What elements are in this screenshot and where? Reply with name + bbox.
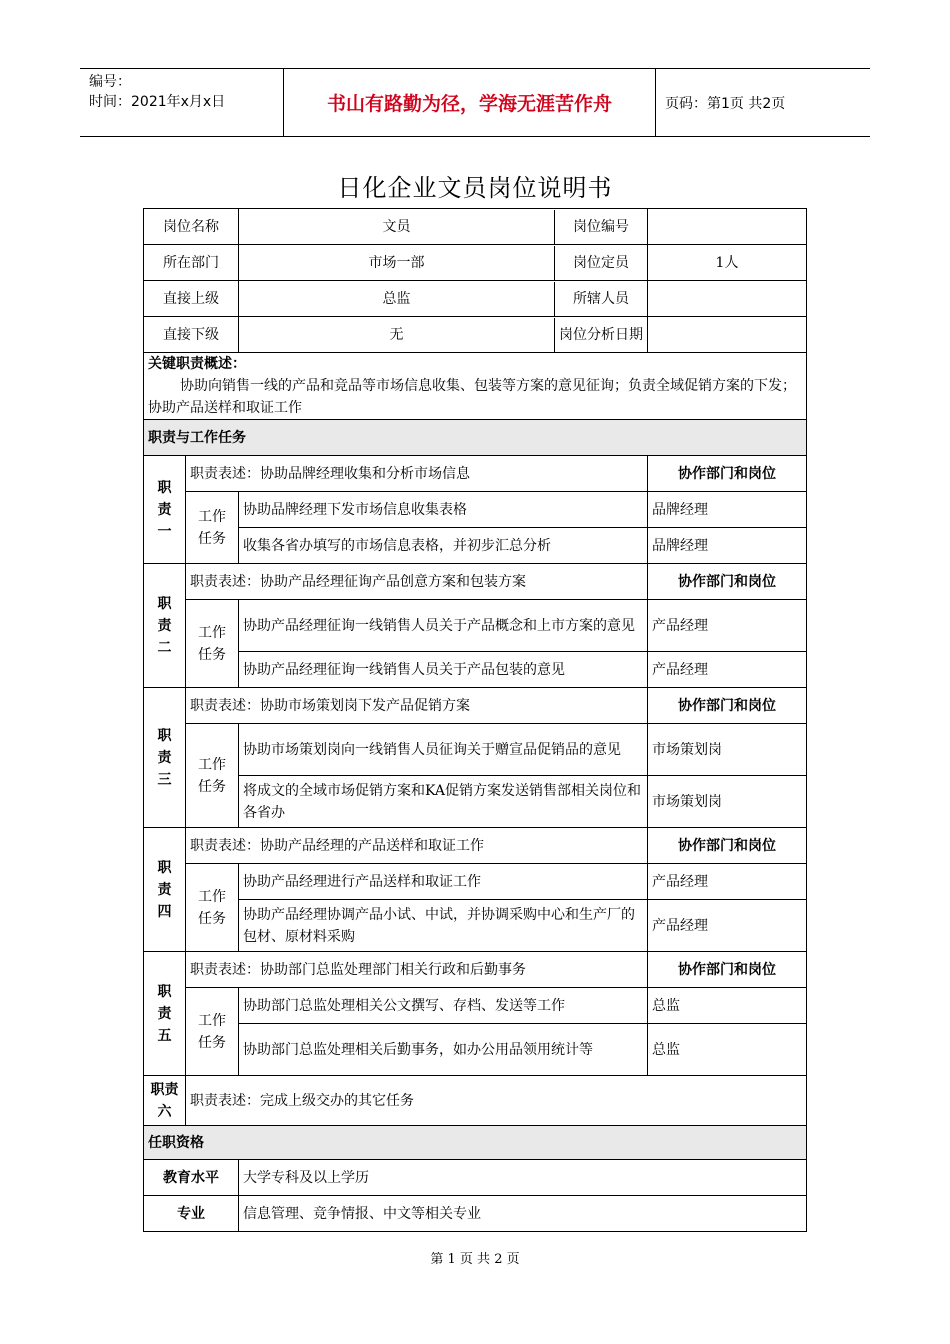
document-header [80, 68, 870, 137]
duty-label-text: 职责六 [150, 1081, 179, 1120]
duty-label [144, 828, 186, 952]
task-text: 协助产品经理协调产品小试、中试，并协调采购中心和生产厂的包材、原材料采购 [239, 900, 648, 952]
info-row [144, 209, 807, 245]
coop-header: 协作部门和岗位 [648, 952, 807, 988]
info-key: 岗位定员 [554, 246, 647, 280]
duty-desc-row [144, 952, 807, 988]
task-coop: 品牌经理 [648, 492, 807, 528]
page-info: 页码：第1页 共2页 [665, 95, 786, 112]
duty-desc-row [144, 828, 807, 864]
task-row [144, 776, 807, 828]
task-coop: 产品经理 [648, 652, 807, 688]
education-value: 大学专科及以上学历 [239, 1160, 807, 1196]
info-row [144, 317, 807, 353]
task-row [144, 600, 807, 652]
task-label [186, 988, 239, 1076]
info-key: 所辖人员 [554, 282, 647, 316]
duty-desc: 职责表述：协助品牌经理收集和分析市场信息 [186, 456, 648, 492]
info-value [648, 281, 807, 317]
info-value [648, 317, 807, 353]
info-row [144, 245, 807, 281]
task-label-text: 工作任务 [198, 624, 226, 663]
task-row [144, 1024, 807, 1076]
duty-desc-row [144, 456, 807, 492]
info-value: 市场一部 [368, 254, 425, 271]
task-label [186, 492, 239, 564]
task-label-text: 工作任务 [198, 1012, 226, 1051]
info-key: 所在部门 [144, 245, 239, 281]
coop-header: 协作部门和岗位 [648, 688, 807, 724]
info-key: 岗位编号 [554, 210, 647, 244]
duty-desc-row [144, 688, 807, 724]
section-row [144, 1126, 807, 1160]
task-coop: 产品经理 [648, 900, 807, 952]
duty-label [144, 564, 186, 688]
duty-label-text: 职责五 [157, 983, 172, 1044]
info-row [144, 281, 807, 317]
major-value: 信息管理、竞争情报、中文等相关专业 [239, 1196, 807, 1232]
qual-row [144, 1160, 807, 1196]
task-coop: 产品经理 [648, 864, 807, 900]
info-key: 岗位名称 [144, 209, 239, 245]
duty-label [144, 952, 186, 1076]
task-row [144, 724, 807, 776]
info-value: 1人 [648, 245, 807, 281]
task-text: 协助市场策划岗向一线销售人员征询关于赠宣品促销品的意见 [239, 724, 648, 776]
duty-label [144, 456, 186, 564]
task-text: 协助产品经理进行产品送样和取证工作 [239, 864, 648, 900]
task-label-text: 工作任务 [198, 888, 226, 927]
duty-label [144, 688, 186, 828]
duty-label-text: 职责二 [157, 595, 172, 656]
duties-heading: 职责与工作任务 [144, 420, 807, 456]
education-label: 教育水平 [144, 1160, 239, 1196]
time-label: 时间：2021年x月x日 [89, 94, 226, 110]
info-value: 文员 [382, 218, 411, 235]
duty-desc-row [144, 1076, 807, 1126]
summary-cell [144, 353, 807, 420]
coop-header: 协作部门和岗位 [648, 456, 807, 492]
task-row [144, 988, 807, 1024]
task-coop: 产品经理 [648, 600, 807, 652]
coop-header: 协作部门和岗位 [648, 828, 807, 864]
job-description-table [143, 208, 807, 1232]
summary-row [144, 353, 807, 420]
document-title: 日化企业文员岗位说明书 [337, 174, 613, 202]
duty-desc: 职责表述：协助部门总监处理部门相关行政和后勤事务 [186, 952, 648, 988]
duty-desc: 职责表述：协助市场策划岗下发产品促销方案 [186, 688, 648, 724]
task-row [144, 864, 807, 900]
task-text: 将成文的全域市场促销方案和KA促销方案发送销售部相关岗位和各省办 [239, 776, 648, 828]
duty-desc: 职责表述：协助产品经理的产品送样和取证工作 [186, 828, 648, 864]
duty-label-text: 职责三 [157, 727, 172, 788]
info-value-cell [239, 317, 648, 353]
duty-label [144, 1076, 186, 1126]
task-coop: 品牌经理 [648, 528, 807, 564]
task-text: 协助产品经理征询一线销售人员关于产品概念和上市方案的意见 [239, 600, 648, 652]
info-key: 直接上级 [144, 281, 239, 317]
task-label [186, 600, 239, 688]
major-label: 专业 [144, 1196, 239, 1232]
info-key: 直接下级 [144, 317, 239, 353]
motto: 书山有路勤为径，学海无涯苦作舟 [283, 69, 656, 136]
qual-row [144, 1196, 807, 1232]
header-meta [80, 69, 283, 139]
task-row [144, 492, 807, 528]
task-coop: 市场策划岗 [648, 776, 807, 828]
task-label [186, 864, 239, 952]
task-text: 收集各省办填写的市场信息表格，并初步汇总分析 [239, 528, 648, 564]
duty-label-text: 职责四 [157, 859, 172, 920]
page-footer: 第 1 页 共 2 页 [430, 1252, 520, 1267]
summary-text: 协助向销售一线的产品和竞品等市场信息收集、包装等方案的意见征询；负责全域促销方案的下发；协助产品送样和取证工作 [148, 378, 796, 416]
info-value: 总监 [382, 290, 411, 307]
task-text: 协助部门总监处理相关后勤事务，如办公用品领用统计等 [239, 1024, 648, 1076]
task-text: 协助部门总监处理相关公文撰写、存档、发送等工作 [239, 988, 648, 1024]
coop-header: 协作部门和岗位 [648, 564, 807, 600]
duty-desc: 职责表述：完成上级交办的其它任务 [186, 1076, 807, 1126]
task-label [186, 724, 239, 828]
info-value-cell [239, 245, 648, 281]
info-value-cell [239, 281, 648, 317]
task-row [144, 900, 807, 952]
info-key: 岗位分析日期 [554, 318, 647, 352]
section-row [144, 420, 807, 456]
task-text: 协助产品经理征询一线销售人员关于产品包装的意见 [239, 652, 648, 688]
summary-heading: 关键职责概述： [148, 356, 246, 372]
duty-desc: 职责表述：协助产品经理征询产品创意方案和包装方案 [186, 564, 648, 600]
number-label: 编号： [89, 74, 131, 90]
task-coop: 市场策划岗 [648, 724, 807, 776]
task-label-text: 工作任务 [198, 508, 226, 547]
info-value [648, 209, 807, 245]
task-row [144, 652, 807, 688]
info-value-cell [239, 209, 648, 245]
duty-desc-row [144, 564, 807, 600]
task-coop: 总监 [648, 988, 807, 1024]
task-label-text: 工作任务 [198, 756, 226, 795]
task-coop: 总监 [648, 1024, 807, 1076]
qualifications-heading: 任职资格 [144, 1126, 807, 1160]
duty-label-text: 职责一 [157, 479, 172, 540]
task-row [144, 528, 807, 564]
info-value: 无 [389, 326, 404, 343]
task-text: 协助品牌经理下发市场信息收集表格 [239, 492, 648, 528]
